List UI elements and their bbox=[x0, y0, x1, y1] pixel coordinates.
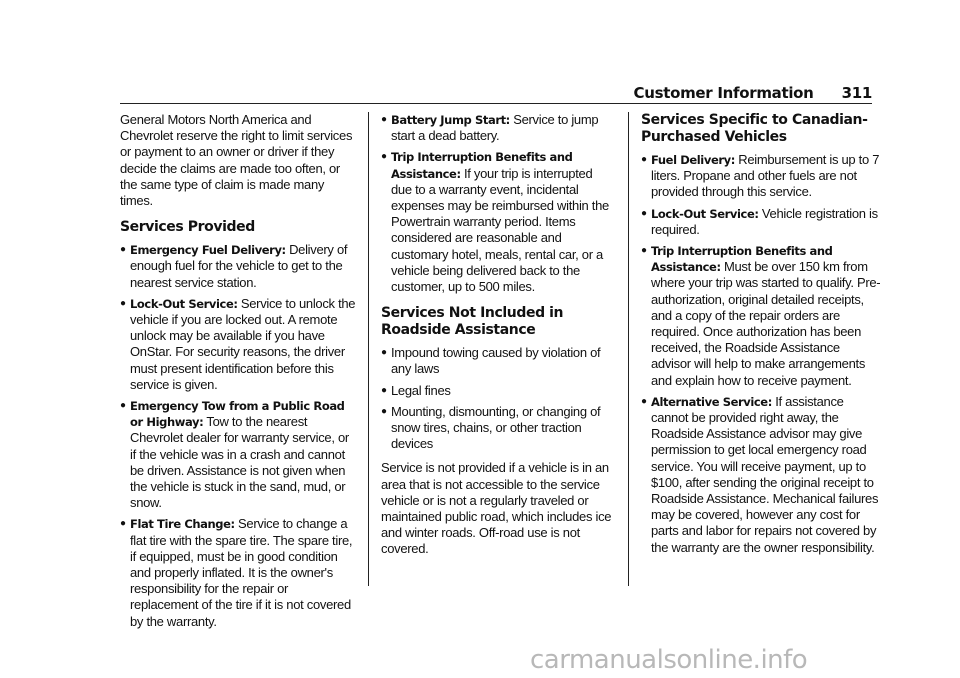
services-provided-list bbox=[120, 242, 356, 630]
column-divider-2 bbox=[628, 112, 629, 586]
intro-paragraph: General Motors North America and Chevrolet reserve the right to limit services or payment to an owner or driver if they decide the claims are made too often, or the same type of claim is made many times. bbox=[120, 112, 353, 209]
item-text: Delivery of enough fuel for the vehicle to get to the nearest service station. bbox=[130, 242, 348, 290]
bullet-icon: ● bbox=[381, 151, 387, 163]
section-title: Customer Information bbox=[633, 84, 814, 102]
item-text: If your trip is interrupted due to a warranty event, incidental expenses may be reimbursed within the Powertrain warranty period. Items considered are reasonable and customary hotel, meals, rental car, or a vehicle being delivered back to the customer, up to 500 miles. bbox=[391, 165, 609, 295]
list-item bbox=[641, 152, 881, 201]
canadian-services-list bbox=[641, 152, 881, 556]
services-not-included-list bbox=[381, 345, 616, 452]
item-text: Service to jump start a dead battery. bbox=[391, 112, 599, 144]
list-item bbox=[641, 394, 881, 556]
item-lead: Emergency Fuel Delivery: bbox=[130, 243, 286, 258]
item-lead: Lock-Out Service: bbox=[651, 206, 759, 221]
item-text: Reimbursement is up to 7 liters. Propane and other fuels are not provided through this service. bbox=[651, 152, 880, 200]
bullet-icon: ● bbox=[120, 297, 126, 309]
section-heading-services-not-included: Services Not Included in Roadside Assistance bbox=[381, 305, 564, 339]
list-item bbox=[641, 243, 881, 389]
section-heading-canadian-services: Services Specific to Canadian-Purchased Vehicles bbox=[641, 112, 868, 145]
bullet-icon: ● bbox=[120, 400, 126, 412]
page-header bbox=[634, 84, 872, 102]
column-divider-1 bbox=[368, 112, 369, 586]
item-lead: Alternative Service: bbox=[651, 394, 772, 409]
column-2 bbox=[381, 112, 616, 564]
item-lead: Battery Jump Start: bbox=[391, 113, 510, 127]
list-item bbox=[120, 296, 356, 393]
list-item bbox=[641, 206, 881, 238]
item-text: Impound towing caused by violation of any laws bbox=[391, 345, 601, 377]
list-item bbox=[120, 398, 356, 511]
item-text: Service to change a flat tire with the spare tire. The spare tire, if equipped, must be in good condition and properly inflated. It is the owner's responsibility for the repair or replacement of the tire if it is not covered by the warranty. bbox=[130, 516, 353, 629]
item-text: Must be over 150 km from where your trip was started to qualify. Pre-authorization, original detailed receipts, and a copy of the repair orders are required. Once authorization has been received, the Roadside Assistance advisor will help to make arrangements and explain how to receive payment. bbox=[651, 259, 881, 388]
bullet-icon: ● bbox=[120, 518, 126, 530]
item-lead: Emergency Tow from a Public Road or Highway: bbox=[130, 399, 345, 430]
bullet-icon: ● bbox=[381, 347, 387, 359]
item-text: Service to unlock the vehicle if you are locked out. A remote unlock may be available if you have OnStar. For security reasons, the driver must present identification before this service is given. bbox=[130, 295, 356, 392]
bullet-icon: ● bbox=[641, 245, 647, 257]
column-1 bbox=[120, 112, 356, 635]
item-text: Tow to the nearest Chevrolet dealer for warranty service, or if the vehicle was in a crash and cannot be driven. Assistance is not given when the vehicle is stuck in the sand, mud, or snow. bbox=[130, 414, 349, 511]
page-number: 311 bbox=[841, 84, 872, 102]
list-item bbox=[381, 404, 616, 453]
item-text: Legal fines bbox=[391, 382, 451, 398]
bullet-icon: ● bbox=[381, 114, 387, 125]
bullet-icon: ● bbox=[641, 154, 647, 165]
bullet-icon: ● bbox=[381, 405, 387, 417]
services-provided-list-continued bbox=[381, 112, 616, 295]
item-lead: Trip Interruption Benefits and Assistance: bbox=[391, 150, 573, 181]
item-text: Vehicle registration is required. bbox=[651, 205, 878, 237]
item-lead: Trip Interruption Benefits and Assistance: bbox=[651, 244, 833, 275]
item-lead: Flat Tire Change: bbox=[130, 517, 235, 532]
item-text: Mounting, dismounting, or changing of snow tires, chains, or other traction devices bbox=[391, 403, 601, 452]
closing-paragraph: Service is not provided if a vehicle is in an area that is not accessible to the service vehicle or is not a regularly traveled or maintained public road, which includes ice and winter roads. Off-road use is not covered. bbox=[381, 460, 612, 557]
item-text: If assistance cannot be provided right away, the Roadside Assistance advisor may give permission to get local emergency road service. You will receive payment, up to $100, after sending the original receipt to Roadside Assistance. Mechanical failures may be covered, however any cost for parts and labor for repairs not covered by the warranty are the owner responsibility. bbox=[651, 393, 879, 555]
header-rule bbox=[120, 103, 872, 104]
list-item bbox=[381, 383, 616, 399]
bullet-icon: ● bbox=[120, 244, 126, 256]
list-item bbox=[381, 112, 616, 144]
list-item bbox=[381, 149, 616, 295]
watermark: carmanualsonline.info bbox=[530, 645, 808, 675]
item-lead: Fuel Delivery: bbox=[651, 153, 735, 167]
bullet-icon: ● bbox=[641, 395, 647, 407]
item-lead: Lock-Out Service: bbox=[130, 296, 238, 311]
list-item bbox=[120, 242, 356, 291]
column-3 bbox=[641, 112, 881, 561]
bullet-icon: ● bbox=[381, 384, 387, 396]
bullet-icon: ● bbox=[641, 207, 647, 219]
list-item bbox=[120, 516, 356, 629]
section-heading-services-provided: Services Provided bbox=[120, 219, 255, 236]
list-item bbox=[381, 345, 616, 377]
